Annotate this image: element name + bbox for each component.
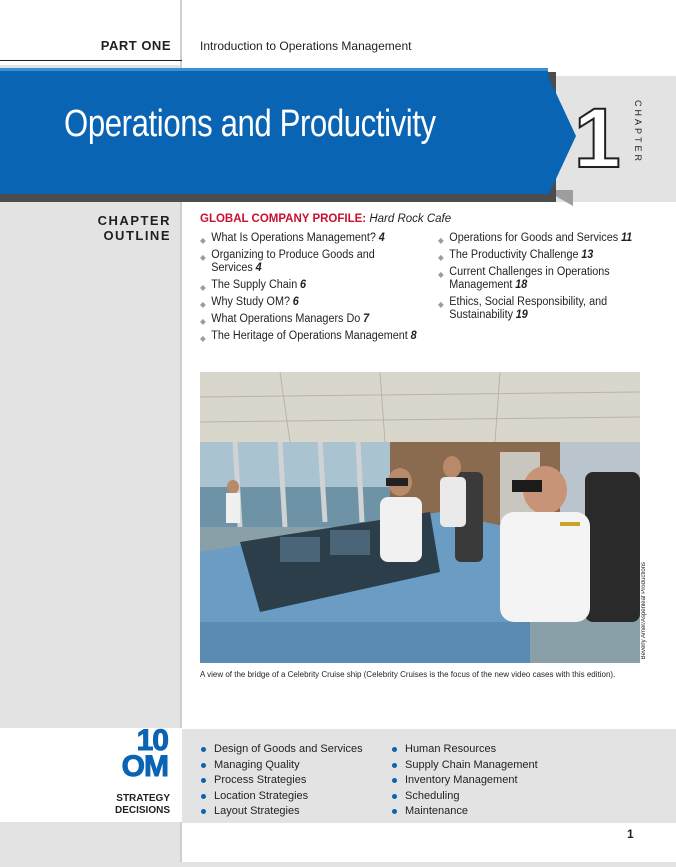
decision-item: Supply Chain Management: [392, 758, 538, 774]
diamond-bullet-icon: ◆: [438, 236, 444, 245]
captain-chair: [585, 472, 640, 622]
outline-column-2: [438, 232, 673, 326]
header-white-area: [0, 0, 180, 65]
chapter-vertical-label: CHAPTER: [633, 100, 643, 165]
bullet-dot-icon: [201, 747, 206, 752]
bullet-dot-icon: [201, 778, 206, 783]
lookout-head: [227, 480, 239, 494]
outline-item: ◆ Why Study OM? 6: [200, 296, 299, 309]
outline-item: ◆ Current Challenges in Operations Management 18: [438, 266, 610, 291]
banner-arrow: [548, 76, 576, 196]
bottom-rule: [0, 862, 676, 867]
diamond-bullet-icon: ◆: [438, 270, 444, 279]
bullet-dot-icon: [201, 809, 206, 814]
outline-item: ◆ The Supply Chain 6: [200, 279, 307, 292]
part-label: PART ONE: [100, 38, 171, 53]
bullet-dot-icon: [392, 809, 397, 814]
bullet-dot-icon: [201, 794, 206, 799]
page-number: 1: [627, 827, 634, 841]
bullet-dot-icon: [392, 747, 397, 752]
outline-item: ◆ The Heritage of Operations Management 8: [200, 330, 417, 343]
om-subtitle-line2: DECISIONS: [114, 805, 170, 816]
binoculars-icon: [512, 480, 542, 492]
om-badge-number: 10: [136, 724, 168, 757]
captain-uniform: [500, 512, 590, 622]
diamond-bullet-icon: ◆: [200, 334, 206, 343]
header-rule: [0, 60, 182, 61]
outline-column-1: [200, 232, 440, 347]
chapter-outline-label: [98, 213, 171, 243]
binoculars-icon: [386, 478, 408, 486]
om-badge-title: [121, 724, 168, 783]
decision-item: Inventory Management: [392, 773, 538, 789]
photo-caption: A view of the bridge of a Celebrity Cruise ship (Celebrity Cruises is the focus of the new video cases with this edition).: [200, 670, 616, 679]
epaulette: [560, 522, 580, 526]
photo-credit: Beverly Amer/Aspenleaf Productions: [641, 562, 647, 660]
outline-item: ◆ What Is Operations Management? 4: [200, 232, 385, 245]
decision-item: Scheduling: [392, 789, 538, 805]
decision-item: Managing Quality: [201, 758, 363, 774]
ship-bridge-illustration: [200, 372, 640, 663]
decision-item: Layout Strategies: [201, 804, 363, 820]
profile-name: Hard Rock Cafe: [369, 213, 452, 225]
outline-item: ◆ What Operations Managers Do 7: [200, 313, 370, 326]
officer-uniform: [380, 497, 422, 562]
decision-item: Maintenance: [392, 804, 538, 820]
outline-label-line1: CHAPTER: [97, 213, 171, 228]
console-front: [200, 622, 530, 663]
decision-item: Process Strategies: [201, 773, 363, 789]
outline-label-line2: OUTLINE: [103, 228, 171, 243]
diamond-bullet-icon: ◆: [200, 253, 206, 262]
diamond-bullet-icon: ◆: [200, 236, 206, 245]
om-badge-letters: OM: [121, 750, 168, 783]
decisions-column-2: [392, 742, 538, 820]
diamond-bullet-icon: ◆: [438, 253, 444, 262]
diamond-bullet-icon: ◆: [438, 300, 444, 309]
lookout-uniform: [226, 493, 240, 523]
decision-item: Location Strategies: [201, 789, 363, 805]
outline-item: ◆ The Productivity Challenge 13: [438, 249, 594, 262]
bullet-dot-icon: [201, 763, 206, 768]
om-subtitle-line1: STRATEGY: [116, 793, 170, 804]
profile-label: GLOBAL COMPANY PROFILE:: [200, 213, 367, 225]
ship-bridge-photo: [200, 372, 640, 663]
bullet-dot-icon: [392, 763, 397, 768]
diamond-bullet-icon: ◆: [200, 317, 206, 326]
chapter-title: Operations and Productivity: [64, 103, 436, 145]
outline-item: ◆ Ethics, Social Responsibility, and Sustainability 19: [438, 296, 608, 321]
decisions-column-1: [201, 742, 363, 820]
diamond-bullet-icon: ◆: [200, 300, 206, 309]
officer-head-background: [443, 456, 461, 478]
outline-item: ◆ Organizing to Produce Goods and Services 4: [200, 249, 375, 274]
ceiling: [200, 372, 640, 442]
global-company-profile: [200, 213, 451, 225]
chapter-number: 1: [574, 91, 621, 185]
bullet-dot-icon: [392, 778, 397, 783]
decision-item: Human Resources: [392, 742, 538, 758]
officer-uniform-background: [440, 477, 466, 527]
diamond-bullet-icon: ◆: [200, 283, 206, 292]
bullet-dot-icon: [392, 794, 397, 799]
outline-item: ◆ Operations for Goods and Services 11: [438, 232, 633, 245]
decision-item: Design of Goods and Services: [201, 742, 363, 758]
part-title: Introduction to Operations Management: [200, 39, 412, 53]
om-badge-subtitle: [115, 793, 170, 817]
